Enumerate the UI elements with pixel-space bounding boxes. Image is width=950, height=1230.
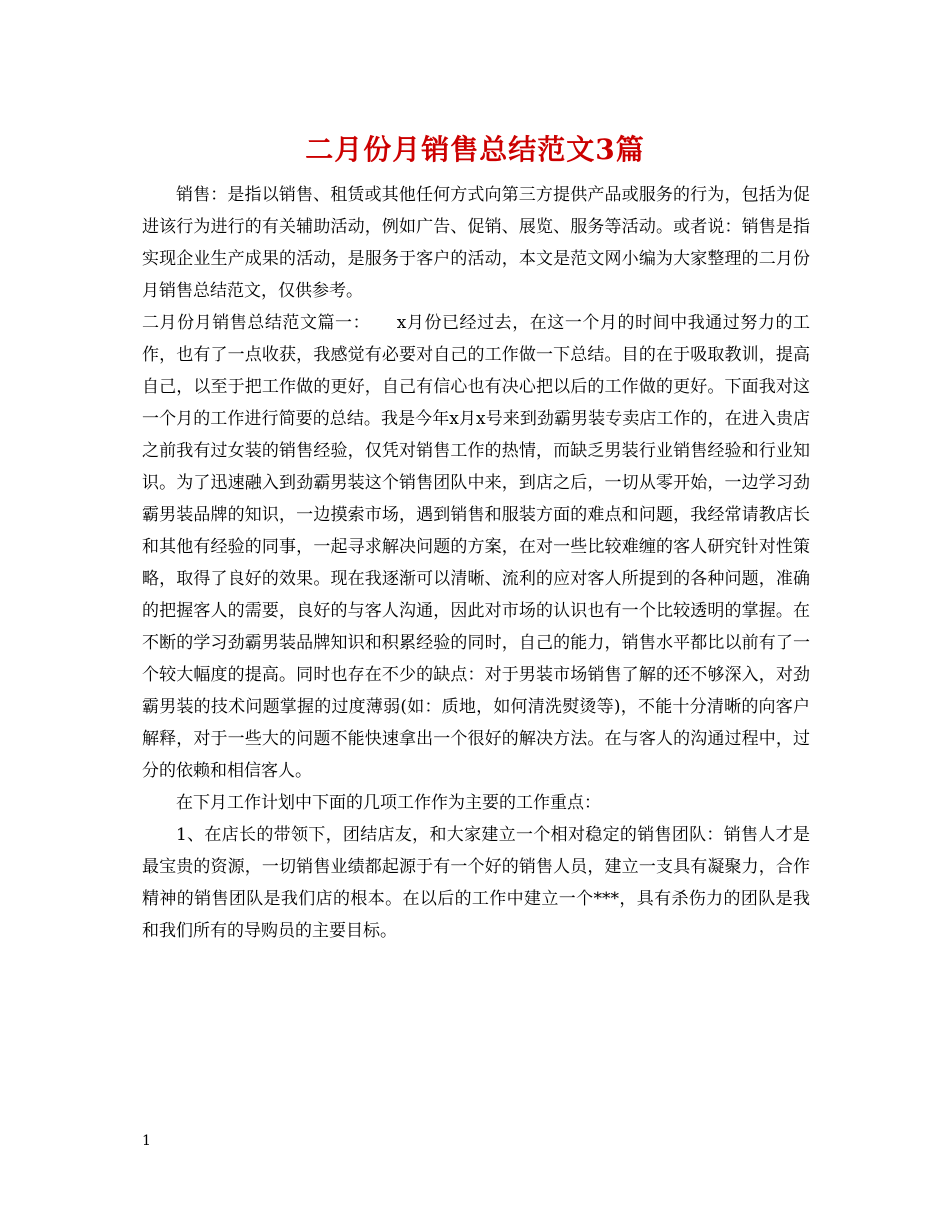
plan-item-1-paragraph: 1、在店长的带领下，团结店友，和大家建立一个相对稳定的销售团队：销售人才是最宝贵的资源，一切销售业绩都起源于有一个好的销售人员，建立一支具有凝聚力，合作精神的销售团队是我们店的根本。在以后的工作中建立一个***，具有杀伤力的团队是我和我们所有的导购员的主要目标。 bbox=[142, 825, 810, 941]
plan-heading-paragraph: 在下月工作计划中下面的几项工作作为主要的工作重点： bbox=[176, 793, 601, 813]
document-body bbox=[142, 179, 810, 947]
document-title: 二月份月销售总结范文3篇 bbox=[305, 133, 645, 166]
article-one-paragraph: 二月份月销售总结范文篇一： x月份已经过去，在这一个月的时间中我通过努力的工作，也有了一点收获，我感觉有必要对自己的工作做一下总结。目的在于吸取教训，提高自己，以至于把工作做的更好，自己有信心也有决心把以后的工作做的更好。下面我对这一个月的工作进行简要的总结。我是今年x月x号来到劲霸男装专卖店工作的，在进入贵店之前我有过女装的销售经验，仅凭对销售工作的热情，而缺乏男装行业销售经验和行业知识。为了迅速融入到劲霸男装这个销售团队中来，到店之后，一切从零开始，一边学习劲霸男装品牌的知识，一边摸索市场，遇到销售和服装方面的难点和问题，我经常请教店长和其他有经验的同事，一起寻求解决问题的方案，在对一些比较难缠的客人研究针对性策略，取得了良好的效果。现在我逐渐可以清晰、流利的应对客人所提到的各种问题，准确的把握客人的需要，良好的与客人沟通，因此对市场的认识也有一个比较透明的掌握。在不断的学习劲霸男装品牌知识和积累经验的同时，自己的能力，销售水平都比以前有了一个较大幅度的提高。同时也存在不少的缺点：对于男装市场销售了解的还不够深入，对劲霸男装的技术问题掌握的过度薄弱(如：质地，如何清洗熨烫等)，不能十分清晰的向客户解释，对于一些大的问题不能快速拿出一个很好的解决方法。在与客人的沟通过程中，过分的依赖和相信客人。 bbox=[142, 313, 810, 781]
intro-paragraph: 销售：是指以销售、租赁或其他任何方式向第三方提供产品或服务的行为，包括为促进该行为进行的有关辅助活动，例如广告、促销、展览、服务等活动。或者说：销售是指实现企业生产成果的活动，是服务于客户的活动，本文是范文网小编为大家整理的二月份月销售总结范文，仅供参考。 bbox=[142, 185, 810, 301]
page-number: 1 bbox=[142, 1133, 151, 1149]
